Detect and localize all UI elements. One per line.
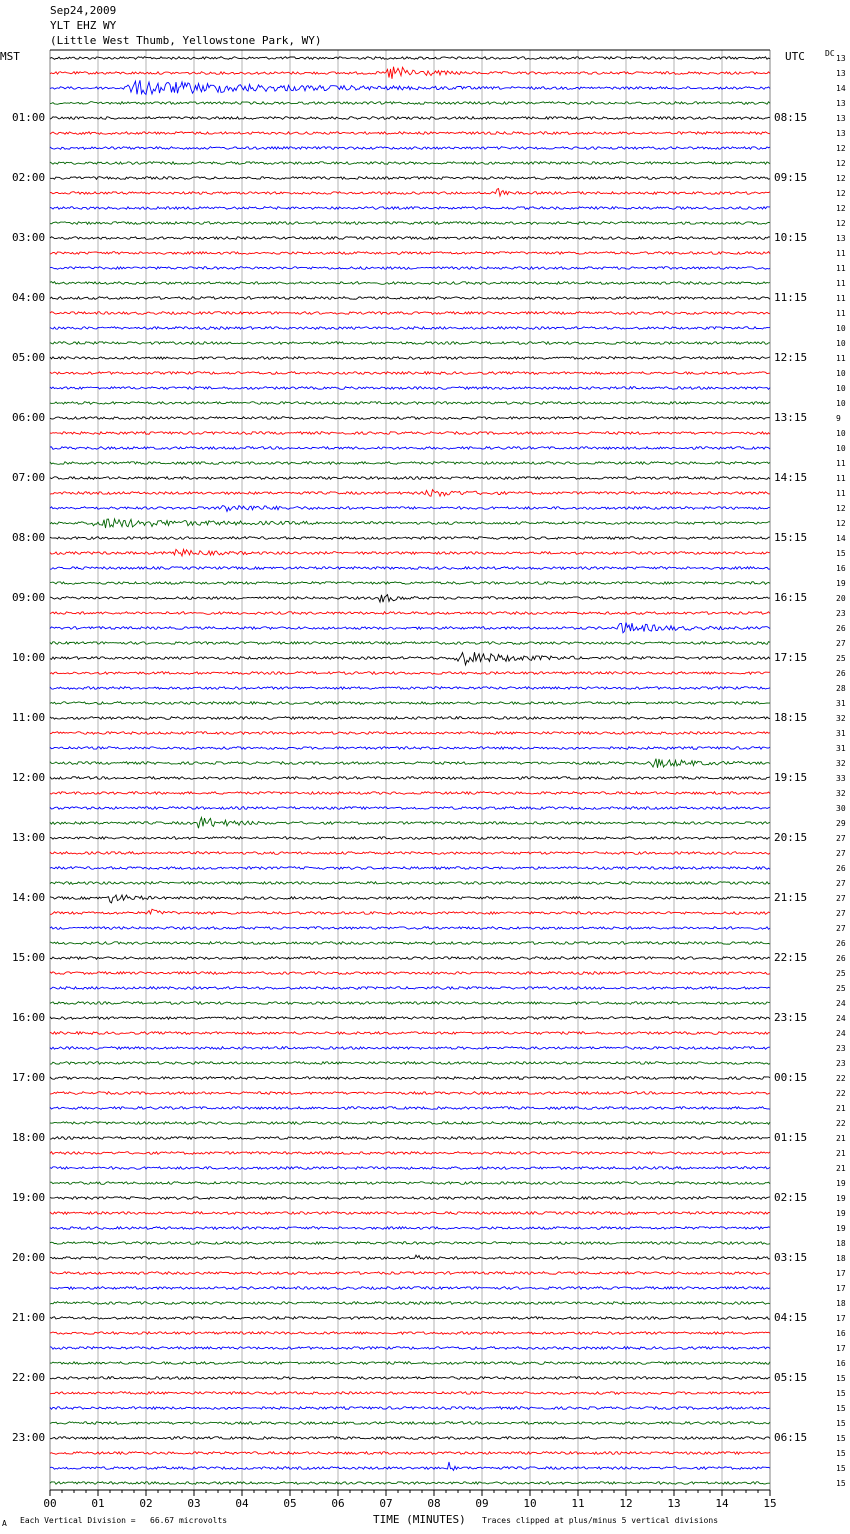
right-hour-label: 16:15	[774, 591, 808, 604]
trace-line	[50, 1032, 770, 1035]
right-hour-label: 11:15	[774, 291, 808, 304]
dc-offset-value: 11	[836, 489, 846, 498]
right-hour-label: 01:15	[774, 1131, 808, 1144]
dc-offset-value: 15	[836, 1419, 846, 1428]
trace-line	[50, 732, 770, 735]
right-hour-label: 06:15	[774, 1431, 808, 1444]
trace-line	[50, 817, 770, 828]
dc-offset-value: 24	[836, 1029, 846, 1038]
dc-offset-value: 18	[836, 1299, 846, 1308]
clip-note: Traces clipped at plus/minus 5 vertical divisions	[482, 1516, 719, 1525]
trace-line	[50, 402, 770, 405]
right-hour-label: 23:15	[774, 1011, 808, 1024]
trace-line	[50, 702, 770, 705]
trace-line	[50, 1212, 770, 1215]
dc-offset-value: 19	[836, 1209, 846, 1218]
dc-offset-value: 33	[836, 774, 846, 783]
dc-offset-value: 27	[836, 834, 846, 843]
trace-line	[50, 267, 770, 270]
left-hour-label: 07:00	[12, 471, 46, 484]
dc-offset-value: 12	[836, 189, 846, 198]
dc-offset-value: 15	[836, 1389, 846, 1398]
dc-offset-value: 14	[836, 84, 846, 93]
x-tick-label: 02	[139, 1497, 153, 1510]
trace-line	[50, 237, 770, 240]
trace-line	[50, 342, 770, 345]
trace-line	[50, 1392, 770, 1395]
trace-line	[50, 432, 770, 435]
dc-offset-value: 19	[836, 579, 846, 588]
x-tick-label: 08	[427, 1497, 441, 1510]
trace-line	[50, 177, 770, 180]
trace-line	[50, 222, 770, 225]
dc-offset-value: 15	[836, 1479, 846, 1488]
left-hour-label: 02:00	[12, 171, 46, 184]
dc-offset-value: 27	[836, 924, 846, 933]
station-location: (Little West Thumb, Yellowstone Park, WY)	[50, 34, 322, 47]
dc-offset-value: 32	[836, 759, 846, 768]
right-hour-label: 08:15	[774, 111, 808, 124]
dc-offset-value: 32	[836, 789, 846, 798]
trace-line	[50, 1002, 770, 1005]
left-hour-label: 05:00	[12, 351, 46, 364]
trace-line	[50, 57, 770, 60]
right-hour-label: 09:15	[774, 171, 808, 184]
dc-offset-value: 22	[836, 1119, 846, 1128]
x-tick-label: 12	[619, 1497, 633, 1510]
trace-line	[50, 207, 770, 210]
dc-offset-value: 17	[836, 1269, 846, 1278]
trace-line	[50, 1152, 770, 1155]
trace-line	[50, 132, 770, 135]
trace-line	[50, 927, 770, 930]
dc-offset-value: 13	[836, 234, 846, 243]
left-hour-label: 08:00	[12, 531, 46, 544]
dc-offset-value: 30	[836, 804, 846, 813]
trace-line	[50, 1197, 770, 1200]
trace-line	[50, 1272, 770, 1275]
trace-line	[50, 117, 770, 120]
trace-line	[50, 942, 770, 945]
dc-offset-value: 11	[836, 249, 846, 258]
trace-line	[50, 549, 770, 556]
left-hour-label: 21:00	[12, 1311, 46, 1324]
trace-line	[50, 1182, 770, 1185]
trace-line	[50, 357, 770, 360]
plot-grid	[50, 50, 770, 1490]
x-tick-label: 01	[91, 1497, 105, 1510]
dc-offset-value: 17	[836, 1344, 846, 1353]
trace-line	[50, 642, 770, 645]
dc-offset-value: 9	[836, 414, 841, 423]
trace-line	[50, 582, 770, 585]
trace-line	[50, 1287, 770, 1290]
dc-offset-value: 32	[836, 714, 846, 723]
trace-line	[50, 417, 770, 420]
dc-offset-value: 11	[836, 279, 846, 288]
x-tick-label: 09	[475, 1497, 489, 1510]
left-hour-label: 20:00	[12, 1251, 46, 1264]
left-hour-label: 19:00	[12, 1191, 46, 1204]
dc-offset-value: 27	[836, 639, 846, 648]
trace-line	[50, 297, 770, 300]
right-hour-label: 13:15	[774, 411, 808, 424]
left-hour-label: 17:00	[12, 1071, 46, 1084]
dc-offset-value: 16	[836, 1329, 846, 1338]
right-hour-label: 04:15	[774, 1311, 808, 1324]
dc-offset-value: 13	[836, 69, 846, 78]
trace-line	[50, 1302, 770, 1305]
dc-offset-value: 15	[836, 1464, 846, 1473]
trace-line	[50, 882, 770, 885]
station-code: YLT EHZ WY	[50, 19, 117, 32]
right-hour-label: 10:15	[774, 231, 808, 244]
dc-offset-value: 19	[836, 1224, 846, 1233]
x-tick-label: 04	[235, 1497, 249, 1510]
trace-line	[50, 1317, 770, 1320]
trace-line	[50, 1437, 770, 1440]
x-axis-title: TIME (MINUTES)	[373, 1513, 466, 1526]
trace-line	[50, 759, 770, 768]
trace-line	[50, 519, 770, 528]
dc-offset-value: 17	[836, 1314, 846, 1323]
left-hour-label: 23:00	[12, 1431, 46, 1444]
trace-line	[50, 506, 770, 512]
dc-offset-value: 19	[836, 1194, 846, 1203]
dc-offset-value: 12	[836, 174, 846, 183]
dc-offset-value: 10	[836, 384, 846, 393]
dc-offset-value: 12	[836, 159, 846, 168]
dc-offset-value: 12	[836, 144, 846, 153]
trace-line	[50, 1462, 770, 1470]
dc-offset-value: 19	[836, 1179, 846, 1188]
trace-line	[50, 312, 770, 315]
trace-line	[50, 612, 770, 615]
trace-line	[50, 623, 770, 633]
x-tick-label: 14	[715, 1497, 729, 1510]
dc-offset-value: 10	[836, 399, 846, 408]
right-hour-label: 02:15	[774, 1191, 808, 1204]
dc-offset-header: DC	[825, 49, 835, 58]
trace-line	[50, 80, 770, 94]
left-hour-label: 18:00	[12, 1131, 46, 1144]
left-hour-label: 13:00	[12, 831, 46, 844]
dc-offset-value: 12	[836, 504, 846, 513]
dc-offset-value: 14	[836, 534, 846, 543]
trace-line	[50, 1332, 770, 1335]
trace-line	[50, 1377, 770, 1380]
dc-offset-value: 15	[836, 1374, 846, 1383]
dc-offset-value: 25	[836, 969, 846, 978]
dc-offset-value: 25	[836, 654, 846, 663]
dc-offset-value: 12	[836, 219, 846, 228]
right-hour-label: 22:15	[774, 951, 808, 964]
left-hour-label: 16:00	[12, 1011, 46, 1024]
x-tick-label: 11	[571, 1497, 585, 1510]
dc-offset-value: 27	[836, 879, 846, 888]
x-tick-label: 03	[187, 1497, 201, 1510]
dc-offset-value: 17	[836, 1284, 846, 1293]
x-tick-label: 13	[667, 1497, 681, 1510]
trace-line	[50, 147, 770, 150]
dc-offset-value: 23	[836, 609, 846, 618]
x-tick-label: 06	[331, 1497, 345, 1510]
dc-offset-value: 15	[836, 549, 846, 558]
right-hour-label: 03:15	[774, 1251, 808, 1264]
x-tick-label: 05	[283, 1497, 297, 1510]
dc-offset-value: 16	[836, 564, 846, 573]
trace-line	[50, 1062, 770, 1065]
trace-group	[50, 57, 770, 1485]
x-tick-label: 07	[379, 1497, 393, 1510]
right-hour-label: 05:15	[774, 1371, 808, 1384]
trace-line	[50, 652, 770, 665]
trace-line	[50, 1452, 770, 1455]
dc-offset-value: 11	[836, 474, 846, 483]
trace-line	[50, 1092, 770, 1095]
left-hour-label: 04:00	[12, 291, 46, 304]
left-hour-label: 15:00	[12, 951, 46, 964]
x-tick-label: 15	[763, 1497, 777, 1510]
trace-line	[50, 909, 770, 914]
trace-line	[50, 1107, 770, 1110]
dc-offset-value: 31	[836, 744, 846, 753]
trace-line	[50, 807, 770, 810]
dc-offset-value: 21	[836, 1134, 846, 1143]
right-hour-label: 12:15	[774, 351, 808, 364]
trace-line	[50, 162, 770, 165]
dc-offset-value: 10	[836, 444, 846, 453]
trace-line	[50, 477, 770, 480]
left-hour-label: 22:00	[12, 1371, 46, 1384]
right-timezone-label: UTC	[785, 50, 805, 63]
trace-line	[50, 102, 770, 105]
left-hour-label: 03:00	[12, 231, 46, 244]
right-hour-label: 14:15	[774, 471, 808, 484]
trace-line	[50, 1242, 770, 1245]
right-hour-label: 17:15	[774, 651, 808, 664]
x-tick-label: 10	[523, 1497, 537, 1510]
trace-line	[50, 490, 770, 497]
trace-line	[50, 1255, 770, 1259]
dc-offset-value: 10	[836, 369, 846, 378]
dc-offset-value: 22	[836, 1089, 846, 1098]
dc-offset-value: 23	[836, 1059, 846, 1068]
trace-line	[50, 327, 770, 330]
dc-offset-value: 24	[836, 1014, 846, 1023]
trace-line	[50, 792, 770, 795]
left-hour-label: 12:00	[12, 771, 46, 784]
dc-offset-value: 16	[836, 1359, 846, 1368]
dc-offset-value: 26	[836, 624, 846, 633]
dc-offset-value: 28	[836, 684, 846, 693]
dc-offset-value: 31	[836, 699, 846, 708]
trace-line	[50, 837, 770, 840]
trace-line	[50, 957, 770, 960]
dc-offset-value: 10	[836, 429, 846, 438]
trace-line	[50, 189, 770, 197]
trace-line	[50, 537, 770, 540]
right-hour-label: 19:15	[774, 771, 808, 784]
left-hour-label: 06:00	[12, 411, 46, 424]
dc-offset-value: 18	[836, 1239, 846, 1248]
dc-offset-value: 11	[836, 294, 846, 303]
right-hour-label: 20:15	[774, 831, 808, 844]
dc-offset-value: 29	[836, 819, 846, 828]
trace-line	[50, 717, 770, 720]
dc-offset-value: 24	[836, 999, 846, 1008]
trace-line	[50, 1407, 770, 1410]
dc-offset-value: 20	[836, 594, 846, 603]
trace-line	[50, 777, 770, 780]
trace-line	[50, 747, 770, 750]
right-hour-label: 00:15	[774, 1071, 808, 1084]
trace-line	[50, 595, 770, 603]
left-hour-label: 09:00	[12, 591, 46, 604]
dc-offset-value: 26	[836, 864, 846, 873]
dc-offset-value: 10	[836, 324, 846, 333]
right-hour-label: 15:15	[774, 531, 808, 544]
dc-offset-value: 21	[836, 1149, 846, 1158]
dc-offset-value: 23	[836, 1044, 846, 1053]
trace-line	[50, 1122, 770, 1125]
right-hour-label: 21:15	[774, 891, 808, 904]
dc-offset-value: 21	[836, 1104, 846, 1113]
trace-line	[50, 447, 770, 450]
trace-line	[50, 67, 770, 79]
trace-line	[50, 387, 770, 390]
dc-offset-value: 15	[836, 1449, 846, 1458]
dc-offset-value: 27	[836, 894, 846, 903]
dc-offset-value: 27	[836, 909, 846, 918]
left-hour-label: 01:00	[12, 111, 46, 124]
dc-offset-value: 15	[836, 1404, 846, 1413]
dc-offset-value: 13	[836, 114, 846, 123]
trace-line	[50, 1347, 770, 1350]
trace-line	[50, 895, 770, 903]
dc-offset-value: 10	[836, 339, 846, 348]
trace-line	[50, 282, 770, 285]
dc-offset-value: 22	[836, 1074, 846, 1083]
left-hour-label: 14:00	[12, 891, 46, 904]
trace-line	[50, 1077, 770, 1080]
footer-mark: A	[2, 1519, 7, 1528]
trace-line	[50, 462, 770, 465]
scale-note: Each Vertical Division = 66.67 microvolts	[20, 1516, 228, 1525]
dc-offset-value: 13	[836, 54, 846, 63]
trace-line	[50, 1482, 770, 1485]
dc-offset-value: 26	[836, 939, 846, 948]
trace-line	[50, 1227, 770, 1230]
dc-offset-value: 11	[836, 354, 846, 363]
trace-line	[50, 687, 770, 690]
trace-line	[50, 972, 770, 975]
dc-offset-value: 11	[836, 459, 846, 468]
dc-offset-value: 11	[836, 264, 846, 273]
trace-line	[50, 372, 770, 375]
x-axis	[43, 1490, 776, 1510]
trace-line	[50, 852, 770, 855]
dc-offset-value: 21	[836, 1164, 846, 1173]
dc-offset-value: 31	[836, 729, 846, 738]
trace-line	[50, 672, 770, 675]
trace-line	[50, 987, 770, 990]
dc-offset-value: 27	[836, 849, 846, 858]
dc-offset-value: 13	[836, 99, 846, 108]
trace-line	[50, 252, 770, 255]
left-hour-label: 11:00	[12, 711, 46, 724]
x-tick-label: 00	[43, 1497, 57, 1510]
dc-offset-value: 18	[836, 1254, 846, 1263]
trace-line	[50, 1167, 770, 1170]
right-hour-label: 18:15	[774, 711, 808, 724]
dc-offset-value: 25	[836, 984, 846, 993]
left-hour-label: 10:00	[12, 651, 46, 664]
dc-offset-value: 26	[836, 669, 846, 678]
chart-date: Sep24,2009	[50, 4, 117, 17]
dc-offset-value: 12	[836, 519, 846, 528]
dc-offset-value: 26	[836, 954, 846, 963]
dc-offset-value: 11	[836, 309, 846, 318]
dc-offset-value: 15	[836, 1434, 846, 1443]
trace-line	[50, 1422, 770, 1425]
trace-line	[50, 1137, 770, 1140]
trace-line	[50, 1017, 770, 1020]
trace-line	[50, 1047, 770, 1050]
trace-line	[50, 867, 770, 870]
dc-offset-value: 13	[836, 129, 846, 138]
trace-line	[50, 567, 770, 570]
left-timezone-label: MST	[0, 50, 20, 63]
trace-line	[50, 1362, 770, 1365]
dc-offset-value: 12	[836, 204, 846, 213]
